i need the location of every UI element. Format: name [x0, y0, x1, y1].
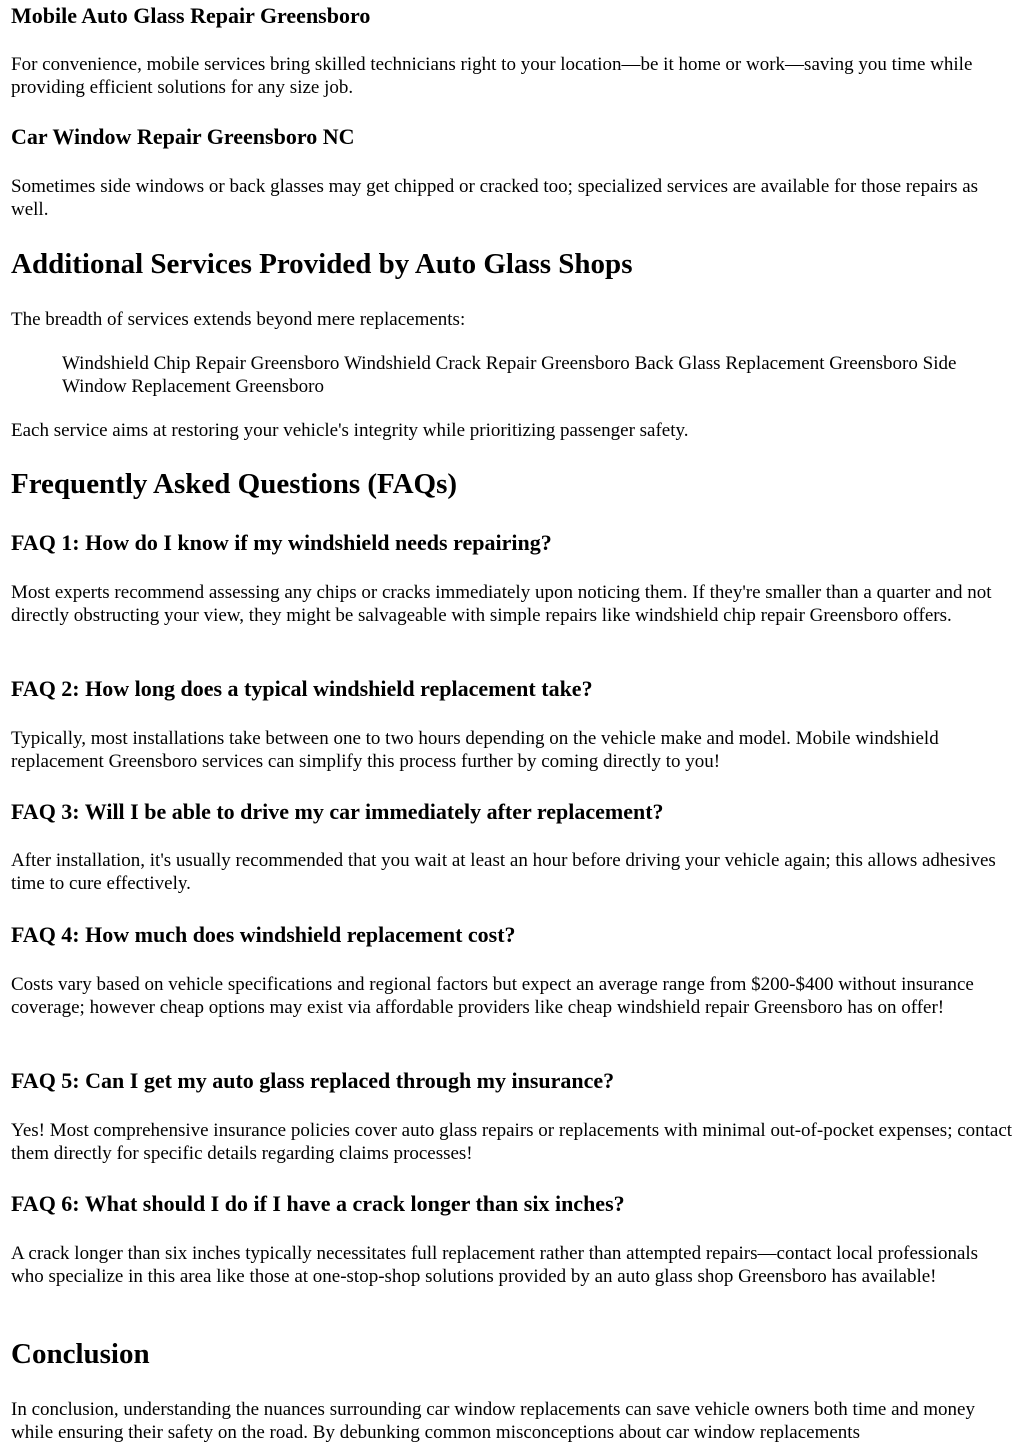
faq-answer: After installation, it's usually recommended that you wait at least an hour before driving your vehicle again; this allows adhesives time to cure effectively.: [11, 850, 996, 894]
car-window-repair-text: Sometimes side windows or back glasses may get chipped or cracked too; specialized services are available for those repairs as well.: [11, 176, 979, 220]
service-item: Windshield Crack Repair Greensboro: [344, 353, 630, 374]
faq-question: FAQ 3: Will I be able to drive my car immediately after replacement?: [11, 799, 664, 824]
faq-question: FAQ 1: How do I know if my windshield needs repairing?: [11, 530, 552, 555]
faq-question: FAQ 6: What should I do if I have a crack longer than six inches?: [11, 1191, 625, 1216]
additional-services-intro: The breadth of services extends beyond mere replacements:: [11, 309, 466, 330]
mobile-repair-text: For convenience, mobile services bring skilled technicians right to your location—be it home or work—saving you time while providing efficient solutions for any size job.: [11, 54, 973, 98]
faq-answer: Costs vary based on vehicle specifications and regional factors but expect an average range from $200-$400 without insurance coverage; however cheap options may exist via affordable providers like cheap windshield repair Greensboro has on offer!: [11, 974, 974, 1018]
faq-question: FAQ 2: How long does a typical windshield replacement take?: [11, 676, 593, 701]
faq-heading: Frequently Asked Questions (FAQs): [11, 468, 458, 500]
faq-answer: A crack longer than six inches typically necessitates full replacement rather than attempted repairs—contact local professionals who specialize in this area like those at one-stop-shop solutions provided by an auto glass shop Greensboro has available!: [11, 1243, 979, 1287]
faq-answer: Typically, most installations take between one to two hours depending on the vehicle make and model. Mobile windshield replacement Greensboro services can simplify this process further by coming directly to you!: [11, 728, 939, 772]
conclusion-heading: Conclusion: [11, 1338, 150, 1370]
car-window-repair-heading: Car Window Repair Greensboro NC: [11, 124, 355, 149]
conclusion-text: In conclusion, understanding the nuances surrounding car window replacements can save vehicle owners both time and money while ensuring their safety on the road. By debunking common misconceptions about car window replacements: [11, 1399, 975, 1443]
faq-answer: Most experts recommend assessing any chips or cracks immediately upon noticing them. If they're smaller than a quarter and not directly obstructing your view, they might be salvageable with simple repairs like windshield chip repair Greensboro offers.: [11, 582, 992, 626]
service-item: Back Glass Replacement Greensboro: [634, 353, 918, 374]
additional-services-outro: Each service aims at restoring your vehicle's integrity while prioritizing passenger safety.: [11, 420, 689, 441]
faq-question: FAQ 4: How much does windshield replacement cost?: [11, 922, 516, 947]
service-item: Windshield Chip Repair Greensboro: [62, 353, 340, 374]
faq-question: FAQ 5: Can I get my auto glass replaced through my insurance?: [11, 1068, 615, 1093]
faq-answer: Yes! Most comprehensive insurance policies cover auto glass repairs or replacements with minimal out-of-pocket expenses; contact them directly for specific details regarding claims processes!: [11, 1120, 1013, 1164]
mobile-repair-heading: Mobile Auto Glass Repair Greensboro: [11, 3, 371, 28]
additional-services-heading: Additional Services Provided by Auto Glass Shops: [11, 248, 633, 280]
service-item: Side Window Replacement Greensboro: [62, 353, 957, 397]
services-list: [62, 352, 1012, 398]
